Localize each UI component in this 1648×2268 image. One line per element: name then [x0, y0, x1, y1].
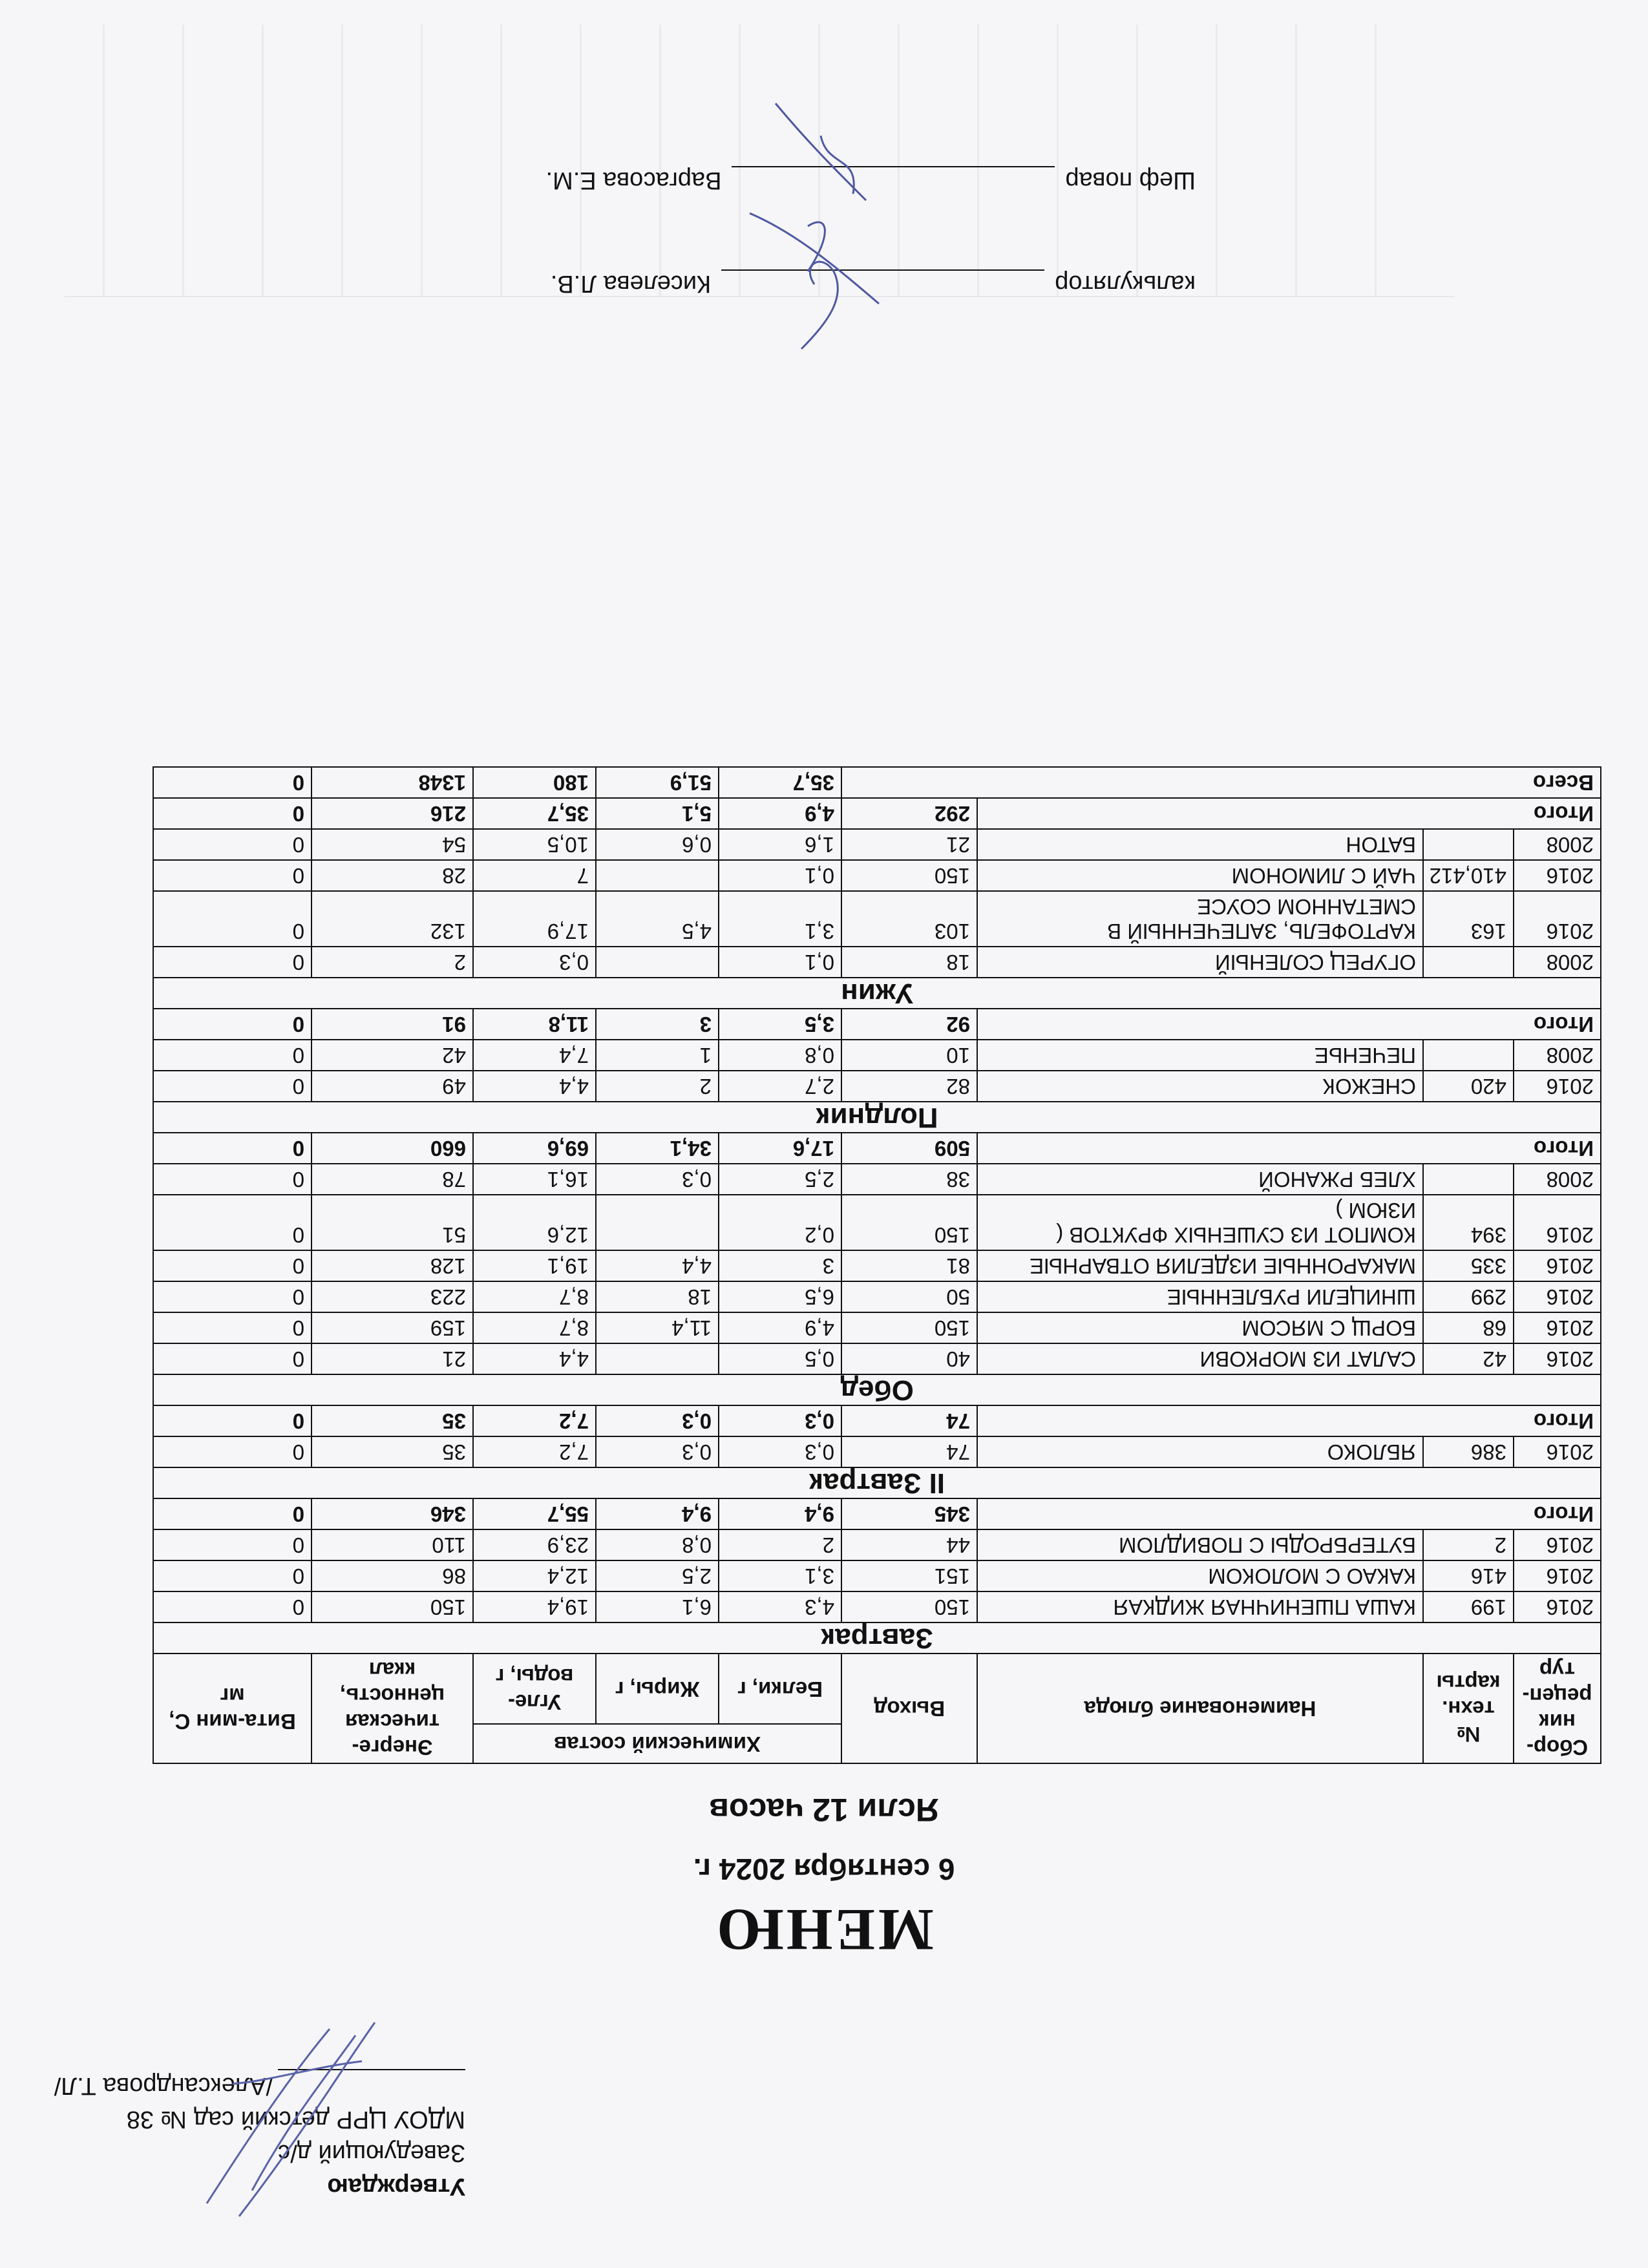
collection-cell: 2016	[1514, 1312, 1601, 1343]
total-yield: 292	[841, 798, 977, 829]
table-row	[153, 1040, 1601, 1071]
table-row	[153, 1071, 1601, 1102]
fat-cell	[596, 947, 719, 978]
protein-cell: 3,1	[719, 1560, 841, 1591]
vitamin-cell: 0	[153, 829, 312, 860]
total-protein: 9,4	[719, 1498, 841, 1529]
collection-cell: 2016	[1514, 1591, 1601, 1622]
collection-cell: 2008	[1514, 947, 1601, 978]
table-row	[153, 1250, 1601, 1281]
total-row	[153, 1498, 1601, 1529]
vitamin-cell: 0	[153, 1312, 312, 1343]
vitamin-cell: 0	[153, 891, 312, 947]
header-carb: Угле-воды, г	[473, 1654, 596, 1724]
dish-name: САЛАТ ИЗ МОРКОВИ	[977, 1343, 1423, 1374]
collection-cell: 2016	[1514, 1343, 1601, 1374]
carb-cell: 4,4	[473, 1071, 596, 1102]
protein-cell: 2,5	[719, 1164, 841, 1195]
total-yield: 92	[841, 1009, 977, 1040]
menu-table	[153, 766, 1601, 1764]
yield-cell: 150	[841, 1195, 977, 1250]
total-row	[153, 1133, 1601, 1164]
vitamin-cell: 0	[153, 1436, 312, 1467]
dish-name: КАРТОФЕЛЬ, ЗАПЕЧЕННЫЙ В СМЕТАННОМ СОУСЕ	[977, 891, 1423, 947]
carb-cell: 16,1	[473, 1164, 596, 1195]
section-row	[153, 1467, 1601, 1498]
yield-cell: 150	[841, 1591, 977, 1622]
vitamin-cell: 0	[153, 1071, 312, 1102]
total-row	[153, 1405, 1601, 1436]
carb-cell: 12,4	[473, 1560, 596, 1591]
fat-cell: 1	[596, 1040, 719, 1071]
menu-body	[153, 767, 1601, 1654]
grand-total-label: Всего	[841, 767, 1601, 798]
carb-cell: 8,7	[473, 1312, 596, 1343]
yield-cell: 38	[841, 1164, 977, 1195]
table-row	[153, 860, 1601, 891]
vitamin-cell: 0	[153, 1164, 312, 1195]
carb-cell: 7,2	[473, 1436, 596, 1467]
energy-cell: 150	[312, 1591, 473, 1622]
total-energy: 346	[312, 1498, 473, 1529]
card-cell: 420	[1423, 1071, 1514, 1102]
group-name: Ясли 12 часов	[709, 1792, 939, 1828]
energy-cell: 21	[312, 1343, 473, 1374]
dish-name: КАКАО С МОЛОКОМ	[977, 1560, 1423, 1591]
dish-name: МАКАРОННЫЕ ИЗДЕЛИЯ ОТВАРНЫЕ	[977, 1250, 1423, 1281]
fat-cell: 0,3	[596, 1164, 719, 1195]
header-energy: Энерге-тическая ценность, ккал	[312, 1654, 473, 1763]
total-carb: 69,6	[473, 1133, 596, 1164]
carb-cell: 19,1	[473, 1250, 596, 1281]
chef-signatures-icon	[724, 90, 905, 362]
table-row	[153, 1591, 1601, 1622]
vitamin-cell: 0	[153, 1343, 312, 1374]
header-card: № техн. карты	[1423, 1654, 1514, 1763]
card-cell: 416	[1423, 1560, 1514, 1591]
energy-cell: 128	[312, 1250, 473, 1281]
table-row	[153, 1195, 1601, 1250]
yield-cell: 74	[841, 1436, 977, 1467]
dish-name: ПЕЧЕНЬЕ	[977, 1040, 1423, 1071]
protein-cell: 0,8	[719, 1040, 841, 1071]
collection-cell: 2016	[1514, 1250, 1601, 1281]
header-protein: Белки, г	[719, 1654, 841, 1724]
table-row	[153, 1281, 1601, 1312]
collection-cell: 2016	[1514, 860, 1601, 891]
total-label: Итого	[977, 1133, 1601, 1164]
carb-cell: 10,5	[473, 829, 596, 860]
total-yield: 345	[841, 1498, 977, 1529]
total-vitamin: 0	[153, 1133, 312, 1164]
grand-fat: 51,9	[596, 767, 719, 798]
dish-name: ЯБЛОКО	[977, 1436, 1423, 1467]
total-vitamin: 0	[153, 798, 312, 829]
card-cell	[1423, 947, 1514, 978]
card-cell: 163	[1423, 891, 1514, 947]
protein-cell: 6,5	[719, 1281, 841, 1312]
approval-title: Утверждаю	[327, 2173, 465, 2200]
card-cell	[1423, 829, 1514, 860]
protein-cell: 2,7	[719, 1071, 841, 1102]
approval-signer: /Александрова Т.Л/	[54, 2072, 273, 2099]
vitamin-cell: 0	[153, 1040, 312, 1071]
dish-name: БАТОН	[977, 829, 1423, 860]
carb-cell: 17,9	[473, 891, 596, 947]
energy-cell: 78	[312, 1164, 473, 1195]
carb-cell: 0,3	[473, 947, 596, 978]
dish-name: ШНИЦЕЛИ РУБЛЕННЫЕ	[977, 1281, 1423, 1312]
header-vitamin: Вита-мин С, мг	[153, 1654, 312, 1763]
card-cell: 410,412	[1423, 860, 1514, 891]
collection-cell: 2016	[1514, 1529, 1601, 1560]
vitamin-cell: 0	[153, 1560, 312, 1591]
dish-name: ОГУРЕЦ СОЛЕНЫЙ	[977, 947, 1423, 978]
header-fat: Жиры, г	[596, 1654, 719, 1724]
vitamin-cell: 0	[153, 1250, 312, 1281]
collection-cell: 2016	[1514, 1195, 1601, 1250]
section-row	[153, 1374, 1601, 1405]
total-label: Итого	[977, 1405, 1601, 1436]
total-label: Итого	[977, 798, 1601, 829]
dish-name: КАША ПШЕНИЧНАЯ ЖИДКАЯ	[977, 1591, 1423, 1622]
protein-cell: 1,6	[719, 829, 841, 860]
total-fat: 9,4	[596, 1498, 719, 1529]
header-dish: Наименование блюда	[977, 1654, 1423, 1763]
protein-cell: 0,1	[719, 860, 841, 891]
total-carb: 35,7	[473, 798, 596, 829]
yield-cell: 150	[841, 860, 977, 891]
total-fat: 0,3	[596, 1405, 719, 1436]
total-energy: 91	[312, 1009, 473, 1040]
table-row	[153, 891, 1601, 947]
total-row	[153, 1009, 1601, 1040]
card-cell: 42	[1423, 1343, 1514, 1374]
yield-cell: 81	[841, 1250, 977, 1281]
header-collection: Сбор-ник рецеп-тур	[1514, 1654, 1601, 1763]
total-protein: 17,6	[719, 1133, 841, 1164]
energy-cell: 86	[312, 1560, 473, 1591]
approval-line-2: МДОУ ЦРР детский сад № 38	[126, 2106, 465, 2133]
protein-cell: 4,3	[719, 1591, 841, 1622]
total-carb: 11,8	[473, 1009, 596, 1040]
fat-cell: 2	[596, 1071, 719, 1102]
carb-cell: 23,9	[473, 1529, 596, 1560]
carb-cell: 7	[473, 860, 596, 891]
fat-cell: 4,4	[596, 1250, 719, 1281]
yield-cell: 103	[841, 891, 977, 947]
calculator-label: калькулятор	[1055, 270, 1196, 297]
section-title: II Завтрак	[153, 1467, 1601, 1498]
energy-cell: 51	[312, 1195, 473, 1250]
total-vitamin: 0	[153, 1498, 312, 1529]
protein-cell: 2	[719, 1529, 841, 1560]
chef-name: Варгасова Е.М.	[545, 167, 722, 194]
header-chem: Химический состав	[473, 1724, 841, 1763]
section-title: Завтрак	[153, 1622, 1601, 1654]
protein-cell: 0,3	[719, 1436, 841, 1467]
table-row	[153, 1164, 1601, 1195]
protein-cell: 3	[719, 1250, 841, 1281]
energy-cell: 54	[312, 829, 473, 860]
energy-cell: 132	[312, 891, 473, 947]
fat-cell: 18	[596, 1281, 719, 1312]
menu-date: 6 сентября 2024 г.	[693, 1853, 955, 1886]
dish-name: КОМПОТ ИЗ СУШЕНЫХ ФРУКТОВ ( ИЗЮМ )	[977, 1195, 1423, 1250]
card-cell	[1423, 1040, 1514, 1071]
card-cell: 2	[1423, 1529, 1514, 1560]
table-row	[153, 1312, 1601, 1343]
total-fat: 5,1	[596, 798, 719, 829]
energy-cell: 2	[312, 947, 473, 978]
card-cell: 386	[1423, 1436, 1514, 1467]
collection-cell: 2008	[1514, 1040, 1601, 1071]
carb-cell: 12,6	[473, 1195, 596, 1250]
dish-name: СНЕЖОК	[977, 1071, 1423, 1102]
vitamin-cell: 0	[153, 860, 312, 891]
section-title: Обед	[153, 1374, 1601, 1405]
total-fat: 34,1	[596, 1133, 719, 1164]
section-row	[153, 1102, 1601, 1133]
calculator-name: Киселева Л.В.	[550, 270, 712, 297]
table-row	[153, 1343, 1601, 1374]
grand-vitamin: 0	[153, 767, 312, 798]
total-vitamin: 0	[153, 1009, 312, 1040]
fat-cell: 4,5	[596, 891, 719, 947]
total-vitamin: 0	[153, 1405, 312, 1436]
collection-cell: 2016	[1514, 1281, 1601, 1312]
energy-cell: 42	[312, 1040, 473, 1071]
collection-cell: 2008	[1514, 1164, 1601, 1195]
total-yield: 509	[841, 1133, 977, 1164]
director-signature-icon	[194, 2016, 401, 2229]
total-carb: 55,7	[473, 1498, 596, 1529]
card-cell: 335	[1423, 1250, 1514, 1281]
collection-cell: 2016	[1514, 1560, 1601, 1591]
dish-name: ЧАЙ С ЛИМОНОМ	[977, 860, 1423, 891]
energy-cell: 159	[312, 1312, 473, 1343]
yield-cell: 18	[841, 947, 977, 978]
energy-cell: 110	[312, 1529, 473, 1560]
total-protein: 4,9	[719, 798, 841, 829]
total-label: Итого	[977, 1009, 1601, 1040]
energy-cell: 35	[312, 1436, 473, 1467]
section-title: Ужин	[153, 978, 1601, 1009]
card-cell: 199	[1423, 1591, 1514, 1622]
protein-cell: 4,9	[719, 1312, 841, 1343]
yield-cell: 44	[841, 1529, 977, 1560]
grand-carb: 180	[473, 767, 596, 798]
fat-cell	[596, 1195, 719, 1250]
fat-cell: 6,1	[596, 1591, 719, 1622]
yield-cell: 10	[841, 1040, 977, 1071]
total-fat: 3	[596, 1009, 719, 1040]
total-energy: 35	[312, 1405, 473, 1436]
yield-cell: 40	[841, 1343, 977, 1374]
carb-cell: 7,4	[473, 1040, 596, 1071]
table-row	[153, 947, 1601, 978]
yield-cell: 21	[841, 829, 977, 860]
card-cell: 299	[1423, 1281, 1514, 1312]
fat-cell: 0,6	[596, 829, 719, 860]
section-row	[153, 978, 1601, 1009]
vitamin-cell: 0	[153, 1195, 312, 1250]
table-row	[153, 1529, 1601, 1560]
fat-cell: 0,8	[596, 1529, 719, 1560]
fat-cell: 0,3	[596, 1436, 719, 1467]
protein-cell: 3,1	[719, 891, 841, 947]
fat-cell	[596, 1343, 719, 1374]
collection-cell: 2008	[1514, 829, 1601, 860]
carb-cell: 4,4	[473, 1343, 596, 1374]
collection-cell: 2016	[1514, 1436, 1601, 1467]
table-row	[153, 1560, 1601, 1591]
fat-cell	[596, 860, 719, 891]
dish-name: БУТЕРБРОДЫ С ПОВИДЛОМ	[977, 1529, 1423, 1560]
yield-cell: 50	[841, 1281, 977, 1312]
vitamin-cell: 0	[153, 1281, 312, 1312]
header-yield: Выход	[841, 1654, 977, 1763]
approval-line-1: Заведующий д/с	[278, 2139, 465, 2167]
vitamin-cell: 0	[153, 947, 312, 978]
fat-cell: 2,5	[596, 1560, 719, 1591]
total-row	[153, 798, 1601, 829]
protein-cell: 0,5	[719, 1343, 841, 1374]
yield-cell: 150	[841, 1312, 977, 1343]
grand-total-row	[153, 767, 1601, 798]
section-title: Полдник	[153, 1102, 1601, 1133]
section-row	[153, 1622, 1601, 1654]
carb-cell: 19,4	[473, 1591, 596, 1622]
chef-label: Шеф повар	[1065, 167, 1196, 194]
grand-protein: 35,7	[719, 767, 841, 798]
collection-cell: 2016	[1514, 891, 1601, 947]
carb-cell: 8,7	[473, 1281, 596, 1312]
table-row	[153, 829, 1601, 860]
energy-cell: 223	[312, 1281, 473, 1312]
dish-name: БОРЩ С МЯСОМ	[977, 1312, 1423, 1343]
total-carb: 7,2	[473, 1405, 596, 1436]
card-cell: 68	[1423, 1312, 1514, 1343]
total-energy: 660	[312, 1133, 473, 1164]
total-protein: 3,5	[719, 1009, 841, 1040]
energy-cell: 28	[312, 860, 473, 891]
fat-cell: 11,4	[596, 1312, 719, 1343]
total-protein: 0,3	[719, 1405, 841, 1436]
dish-name: ХЛЕБ РЖАНОЙ	[977, 1164, 1423, 1195]
yield-cell: 82	[841, 1071, 977, 1102]
total-yield: 74	[841, 1405, 977, 1436]
protein-cell: 0,1	[719, 947, 841, 978]
total-label: Итого	[977, 1498, 1601, 1529]
table-header-row	[153, 1724, 1601, 1763]
protein-cell: 0,2	[719, 1195, 841, 1250]
page-title: МЕНЮ	[714, 1897, 934, 1963]
card-cell: 394	[1423, 1195, 1514, 1250]
collection-cell: 2016	[1514, 1071, 1601, 1102]
total-energy: 216	[312, 798, 473, 829]
yield-cell: 151	[841, 1560, 977, 1591]
table-row	[153, 1436, 1601, 1467]
energy-cell: 49	[312, 1071, 473, 1102]
grand-energy: 1348	[312, 767, 473, 798]
card-cell	[1423, 1164, 1514, 1195]
vitamin-cell: 0	[153, 1529, 312, 1560]
vitamin-cell: 0	[153, 1591, 312, 1622]
